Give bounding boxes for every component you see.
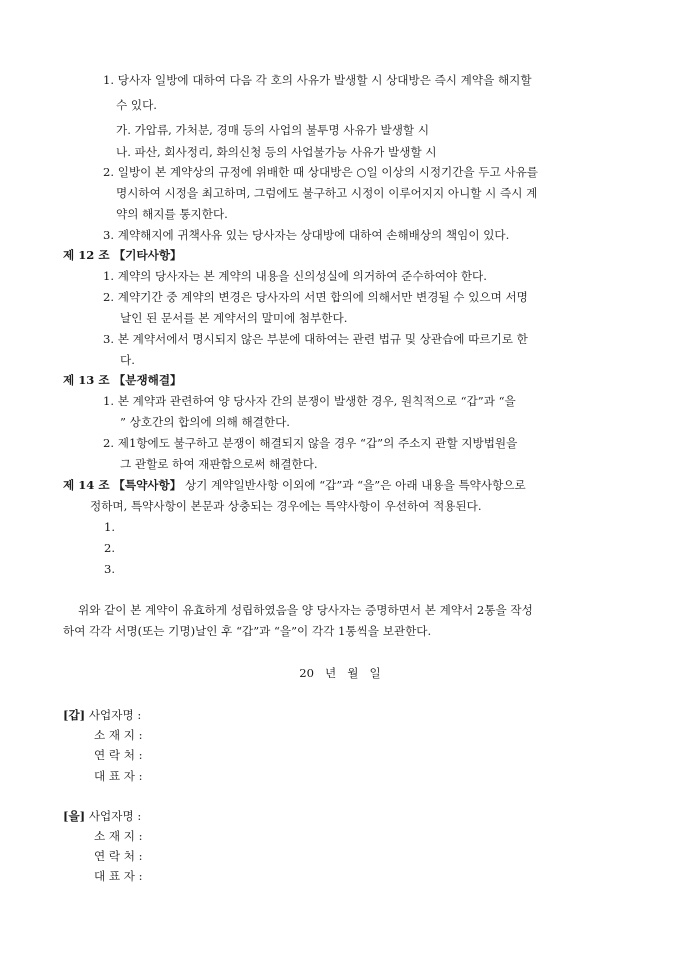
party-eul-company-label: 사업자명 : xyxy=(88,809,142,823)
art12-item1: 1. 계약의 당사자는 본 계약의 내용을 신의성실에 의거하여 준수하여야 한다. xyxy=(103,269,487,283)
party-gap-contact-label: 연 락 처 : xyxy=(94,748,143,762)
art12-item2-line1: 2. 계약기간 중 계약의 변경은 당사자의 서면 합의에 의해서만 변경될 수 있으며 서명 xyxy=(103,290,528,304)
party-eul-address-label: 소 재 지 : xyxy=(94,829,143,843)
party-gap-company-row xyxy=(63,706,141,724)
art11-sub-na: 나. 파산, 회사정리, 화의신청 등의 사업불가능 사유가 발생할 시 xyxy=(116,145,437,159)
art14-heading-num: 제 14 조 xyxy=(63,478,110,492)
art11-item1-line1: 1. 당사자 일방에 대하여 다음 각 호의 사유가 발생할 시 상대방은 즉시 계약을 해지할 xyxy=(103,73,532,87)
party-eul-rep-label: 대 표 자 : xyxy=(94,869,143,883)
art11-sub-ga: 가. 가압류, 가처분, 경매 등의 사업의 불투명 사유가 발생할 시 xyxy=(116,123,430,137)
art13-item1-line1: 1. 본 계약과 관련하여 양 당사자 간의 분쟁이 발생한 경우, 원칙적으로 “갑”과 “을 xyxy=(103,394,516,408)
art14-item: 1. xyxy=(104,520,116,534)
art12-heading-title: 【기타사항】 xyxy=(113,248,182,262)
art11-item3: 3. 계약해지에 귀책사유 있는 당사자는 상대방에 대하여 손해배상의 책임이 있다. xyxy=(103,228,510,242)
party-gap-rep-label: 대 표 자 : xyxy=(94,769,143,783)
party-eul-tag: [을] xyxy=(63,809,86,823)
art12-heading-num: 제 12 조 xyxy=(63,248,110,262)
art14-item: 3. xyxy=(104,562,116,576)
art11-item2-line1: 2. 일방이 본 계약상의 규정에 위배한 때 상대방은 ○일 이상의 시정기간을 두고 사유를 xyxy=(103,165,538,179)
art11-item2-line3: 약의 해지를 통지한다. xyxy=(116,207,228,221)
art12-item3-line1: 3. 본 계약서에서 명시되지 않은 부분에 대하여는 관련 법규 및 상관습에 따르기로 한 xyxy=(103,332,528,346)
art14-item: 2. xyxy=(104,541,116,555)
art14-heading-title: 【특약사항】 xyxy=(113,478,182,492)
art13-item2-line1: 2. 제1항에도 불구하고 분쟁이 해결되지 않을 경우 “갑”의 주소지 관할 지방법원을 xyxy=(103,436,518,450)
party-gap-address-label: 소 재 지 : xyxy=(94,728,143,742)
art13-item2-line2: 그 관할로 하여 재판함으로써 해결한다. xyxy=(120,457,318,471)
party-eul-contact-label: 연 락 처 : xyxy=(94,849,143,863)
art11-item1-line2: 수 있다. xyxy=(116,98,157,112)
art11-item2-line2: 명시하여 시정을 최고하며, 그럼에도 불구하고 시정이 이루어지지 아니할 시 즉시 계 xyxy=(116,186,538,200)
art13-item1-line2: ” 상호간의 합의에 의해 해결한다. xyxy=(120,415,290,429)
closing-line2: 하여 각각 서명(또는 기명)날인 후 “갑”과 “을”이 각각 1통씩을 보관한다. xyxy=(63,624,432,638)
art13-heading-num: 제 13 조 xyxy=(63,373,110,387)
contract-date: 20 년 월 일 xyxy=(299,666,381,680)
closing-line1: 위와 같이 본 계약이 유효하게 성립하였음을 양 당사자는 증명하면서 본 계약서 2통을 작성 xyxy=(78,603,533,617)
art13-heading-title: 【분쟁해결】 xyxy=(113,373,182,387)
art14-heading xyxy=(63,476,526,494)
art12-heading xyxy=(63,246,182,264)
party-gap-tag: [갑] xyxy=(63,708,86,722)
art14-intro-line2: 정하며, 특약사항이 본문과 상충되는 경우에는 특약사항이 우선하여 적용된다. xyxy=(90,499,482,513)
art14-intro-line1: 상기 계약일반사항 이외에 “갑”과 “을”은 아래 내용을 특약사항으로 xyxy=(184,478,526,492)
party-eul-company-row xyxy=(63,807,141,825)
party-gap-company-label: 사업자명 : xyxy=(88,708,142,722)
art12-item3-line2: 다. xyxy=(120,353,135,367)
art12-item2-line2: 날인 된 문서를 본 계약서의 말미에 첨부한다. xyxy=(120,311,348,325)
art13-heading xyxy=(63,371,182,389)
